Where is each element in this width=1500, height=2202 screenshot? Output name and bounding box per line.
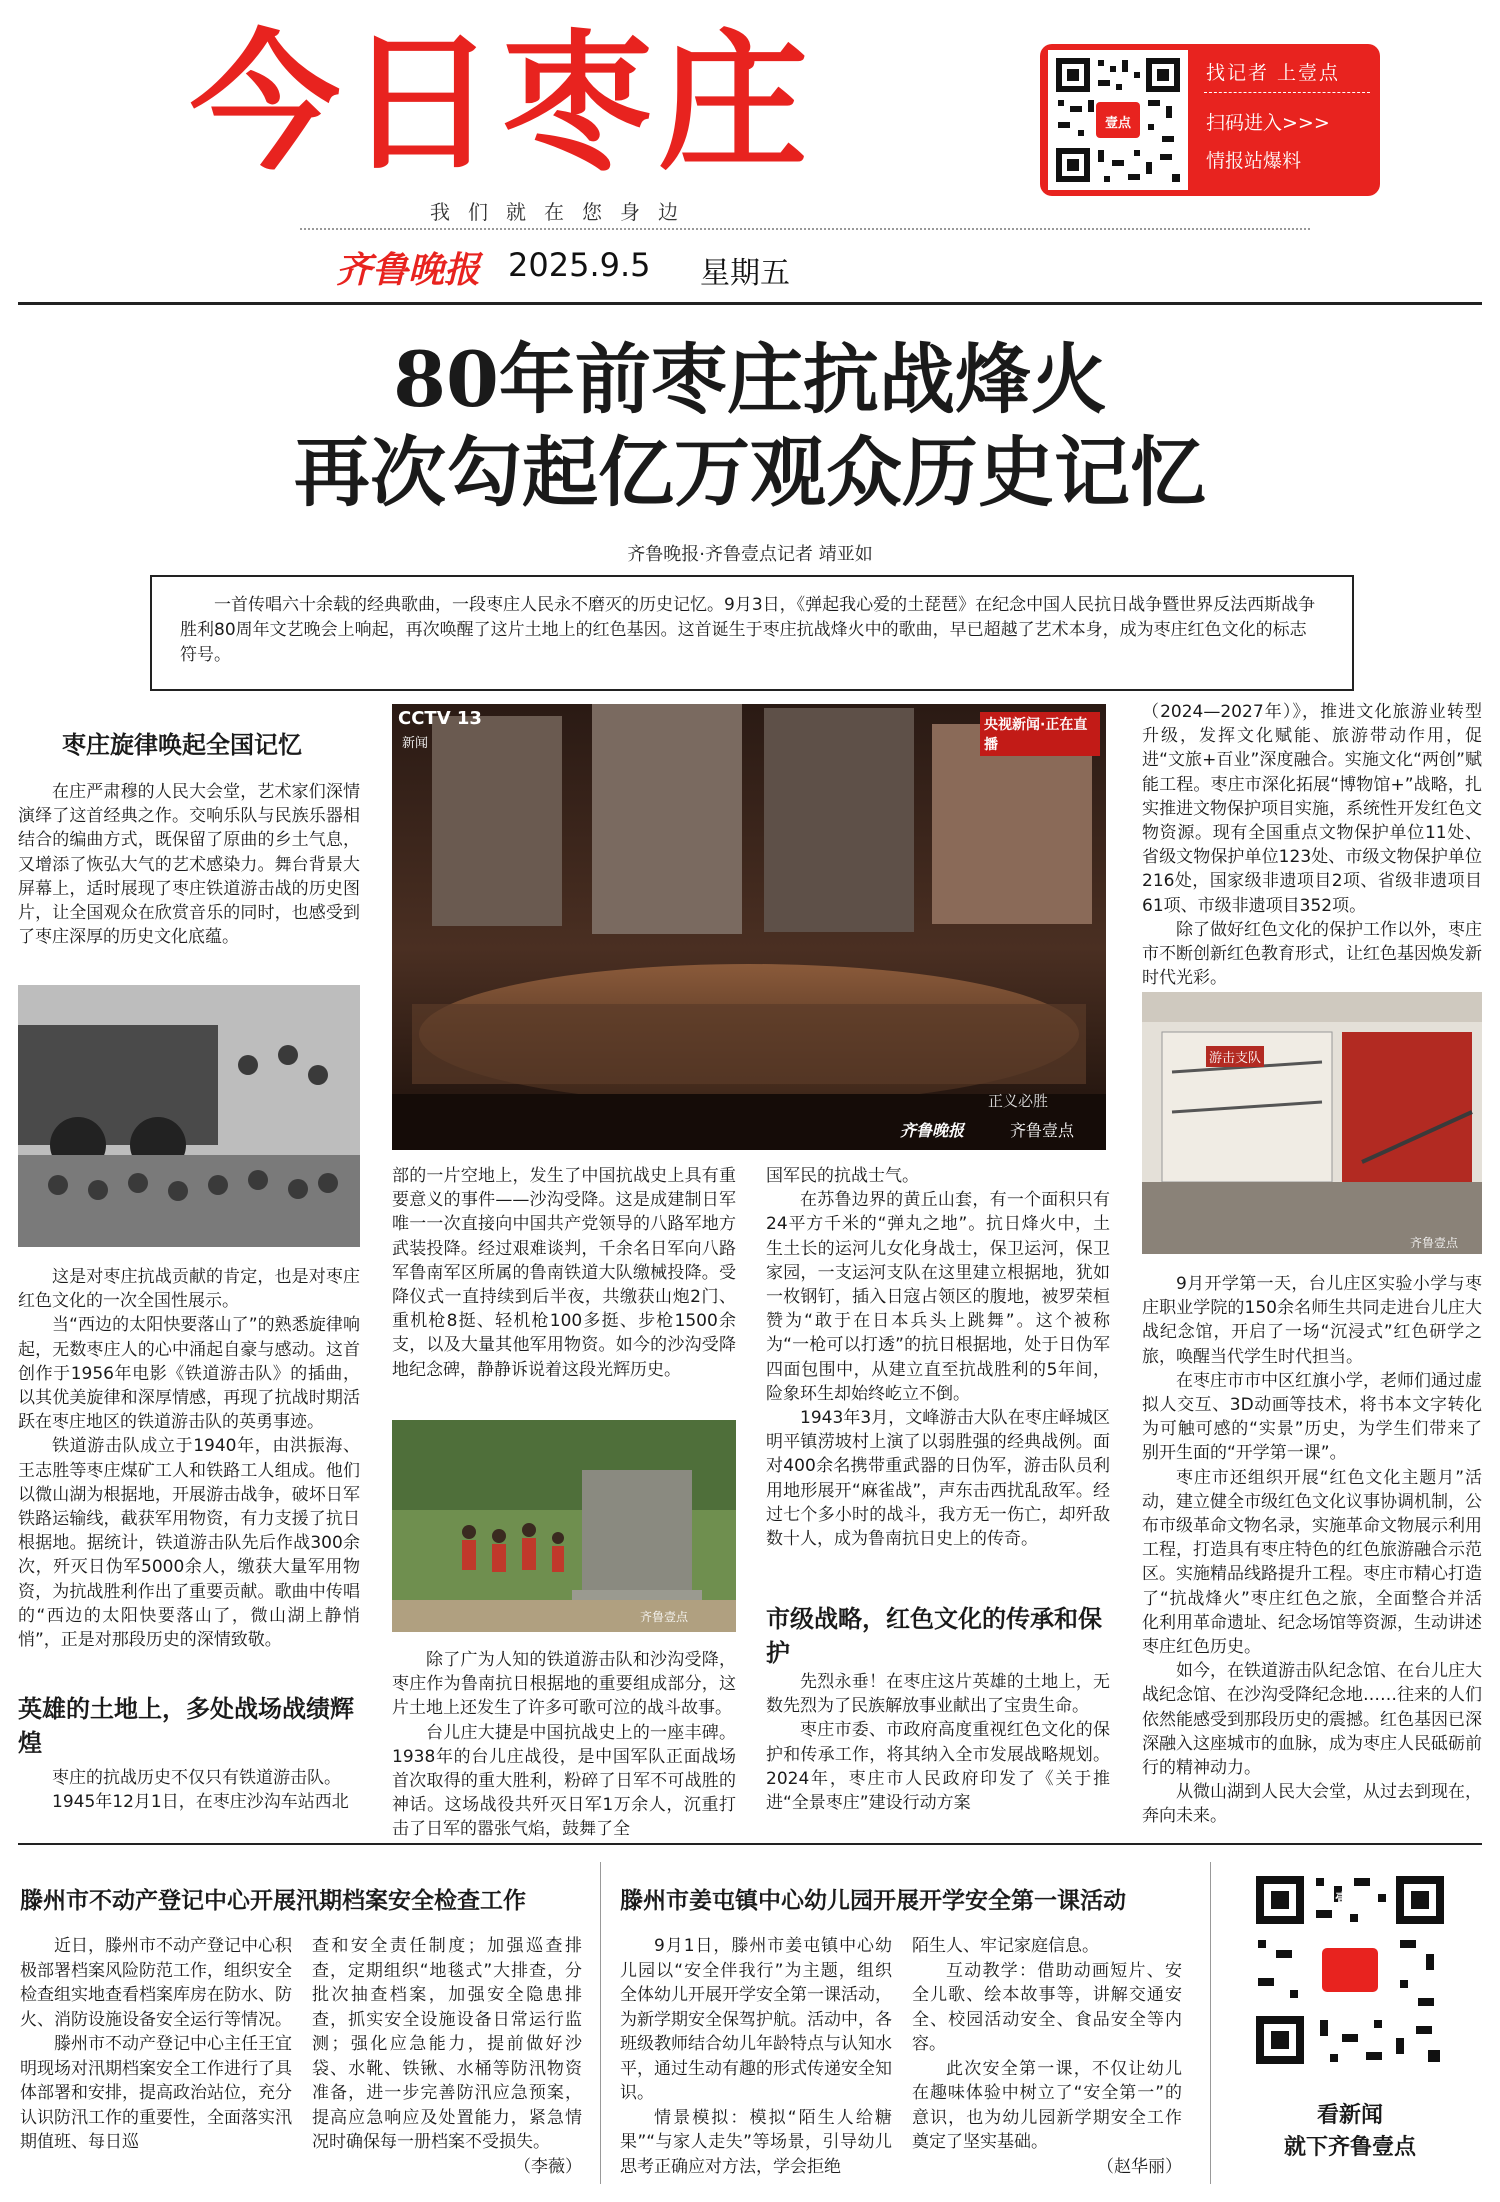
news-2-col-a: [620, 1934, 892, 2179]
column-3-top: [766, 1164, 1110, 1551]
paragraph: 枣庄市委、市政府高度重视红色文化的保护和传承工作，将其纳入全市发展战略规划。2024年，枣庄市人民政府印发了《关于推进“全景枣庄”建设行动方案: [766, 1720, 1110, 1814]
divider: [1210, 1862, 1211, 2184]
watermark: 齐鲁壹点: [1010, 1121, 1075, 1140]
divider: [600, 1862, 601, 2184]
column-1-top: [18, 780, 360, 949]
paragraph: 从微山湖到人民大会堂，从过去到现在，奔向未来。: [1142, 1782, 1482, 1827]
author: （李薇）: [514, 2156, 582, 2177]
news-2-headline: 滕州市姜屯镇中心幼儿园开展开学安全第一课活动: [620, 1887, 1126, 1914]
paragraph: 这是对枣庄抗战贡献的肯定，也是对枣庄红色文化的一次全国性展示。: [18, 1267, 360, 1312]
divider: [300, 228, 1310, 230]
paragraph: 在苏鲁边界的黄丘山套，有一个面积只有24平方千米的“弹丸之地”。抗日烽火中，土生土长的运河儿女化身战士，保卫运河，保卫家园，一支运河支队在这里建立根据地，犹如一枚钢钉，插入日寇占领区的腹地，被罗荣桓赞为“敢于在日本兵头上跳舞”。这个被称为“一枪可以打透”的抗日根据地，处于日伪军四面包围中，从建立直至抗战胜利的5年间，险象环生却始终屹立不倒。: [766, 1190, 1110, 1404]
paragraph: 除了做好红色文化的保护工作以外，枣庄市不断创新红色教育形式，让红色基因焕发新时代光彩。: [1142, 919, 1482, 989]
masthead-slogan: 我们就在您身边: [430, 200, 696, 224]
news-2-col-b: [912, 1934, 1182, 2179]
qr-caption-2: 就下齐鲁壹点: [1283, 2135, 1416, 2160]
paragraph: 除了广为人知的铁道游击队和沙沟受降，枣庄作为鲁南抗日根据地的重要组成部分，这片土地上还发生了许多可歌可泣的战斗故事。: [392, 1650, 736, 1719]
paragraph: 先烈永垂！在枣庄这片英雄的土地上，无数先烈为了民族解放事业献出了宝贵生命。: [766, 1672, 1110, 1717]
column-3-bottom: [766, 1670, 1110, 1815]
subhead: 枣庄旋律唤起全国记忆: [62, 731, 302, 759]
paragraph: 近日，滕州市不动产登记中心积极部署档案风险防范工作，组织安全检查组实地查看档案库房在防水、防火、消防设施设备安全运行等情况。: [20, 1936, 292, 2030]
promo-line-2: 扫码进入>>>: [1206, 112, 1330, 134]
divider: [18, 1843, 1482, 1845]
divider: [1204, 92, 1370, 94]
paragraph: 部的一片空地上，发生了中国抗战史上具有重要意义的事件——沙沟受降。这是成建制日军唯一一次直接向中国共产党领导的八路军地方武装投降。经过艰难谈判，千余名日军向八路军鲁南军区所属的鲁南铁道大队缴械投降。受降仪式一直持续到后半夜，共缴获山炮2门、重机枪8挺、轻机枪100多挺、步枪1500余支，以及大量其他军用物资。如今的沙沟受降地纪念碑，静静诉说着这段光辉历史。: [392, 1166, 736, 1380]
paragraph: 枣庄市还组织开展“红色文化主题月”活动，建立健全市级红色文化议事协调机制，公布市级革命文物名录，实施革命文物展示利用工程，打造具有枣庄特色的红色旅游融合示范区。实施精品线路提升工程。枣庄市精心打造了“抗战烽火”枣庄红色之旅，全面整合并活化利用革命遗址、纪念场馆等资源，生动讲述枣庄红色历史。: [1142, 1467, 1482, 1658]
promo-line-1: 找记者 上壹点: [1206, 62, 1341, 84]
paragraph: 枣庄的抗战历史不仅只有铁道游击队。: [52, 1768, 341, 1788]
paragraph: 情景模拟：模拟“陌生人给糖果”“与家人走失”等场景，引导幼儿思考正确应对方法，学会拒绝: [620, 2107, 892, 2177]
paragraph: 此次安全第一课，不仅让幼儿在趣味体验中树立了“安全第一”的意识，也为幼儿园新学期安全工作奠定了坚实基础。: [912, 2058, 1182, 2152]
paragraph: 1943年3月，文峰游击大队在枣庄峄城区明平镇涝坡村上演了以弱胜强的经典战例。面对400余名携带重武器的日伪军，游击队员利用地形展开“麻雀战”，声东击西扰乱敌军。经过七个多小时的战斗，我方无一伤亡，却歼敌数十人，成为鲁南抗日史上的传奇。: [766, 1408, 1110, 1550]
paragraph: 9月1日，滕州市姜屯镇中心幼儿园以“安全伴我行”为主题，组织全体幼儿开展开学安全第一课活动，为新学期安全保驾护航。活动中，各班级教师结合幼儿年龄特点与认知水平，通过生动有趣的形式传递安全知识。: [620, 1936, 892, 2103]
watermark: 齐鲁晚报: [900, 1121, 965, 1140]
news-1-col-a: [20, 1934, 292, 2155]
news-1-col-b: [312, 1934, 582, 2179]
live-tag: 央视新闻·正在直播: [980, 712, 1100, 756]
headline-line-2: 再次勾起亿万观众历史记忆: [294, 428, 1206, 517]
subhead: 英雄的土地上，多处战场战绩辉煌: [18, 1695, 354, 1757]
paragraph: （2024—2027年）》，推进文化旅游业转型升级，发挥文化赋能、旅游带动作用，促进“文旅+百业”深度融合。实施文化“两创”赋能工程。枣庄市深化拓展“博物馆+”战略，扎实推进文物保护项目实施，系统性开发红色文物资源。现有全国重点文物保护单位11处、省级文物保护单位123处、市级文物保护单位216处，国家级非遗项目2项、省级非遗项目61项、市级非遗项目352项。: [1142, 702, 1482, 916]
museum-banner: 游击支队: [1206, 1046, 1264, 1067]
photo-subtitle: 正义必胜: [988, 1092, 1049, 1110]
brand-logo: 齐鲁晚报: [336, 249, 481, 291]
concert-photo: [392, 704, 1106, 1150]
column-4-bottom: [1142, 1272, 1482, 1829]
author: （赵华丽）: [1097, 2156, 1182, 2177]
news-1-headline: 滕州市不动产登记中心开展汛期档案安全检查工作: [20, 1887, 526, 1914]
masthead-title: 今日枣庄: [190, 15, 815, 191]
paragraph: 台儿庄大捷是中国抗战史上的一座丰碑。1938年的台儿庄战役，是中国军队正面战场首次取得的重大胜利，粉碎了日军不可战胜的神话。这场战役共歼灭日军1万余人，沉重打击了日军的嚣张气焰，鼓舞了全: [392, 1722, 736, 1840]
qr-badge: 壹点: [1334, 1890, 1365, 1908]
paragraph: 国军民的抗战士气。: [766, 1166, 919, 1186]
lead-paragraph: 一首传唱六十余载的经典歌曲，一段枣庄人民永不磨灭的历史记忆。9月3日，《弹起我心爱的土琵琶》在纪念中国人民抗日战争暨世界反法西斯战争胜利80周年文艺晚会上响起，再次唤醒了这片土地上的红色基因。这首诞生于枣庄抗战烽火中的歌曲，早已超越了艺术本身，成为枣庄红色文化的标志符号。: [180, 595, 1316, 665]
column-1-bottom: [18, 1265, 360, 1652]
paragraph: 如今，在铁道游击队纪念馆、在台儿庄大战纪念馆、在沙沟受降纪念地……往来的人们依然能感受到那段历史的震撼。红色基因已深深融入这座城市的血脉，成为枣庄人民砥砺前行的精神动力。: [1142, 1661, 1482, 1779]
column-4-top: [1142, 700, 1482, 990]
qr-badge: 壹点: [1104, 116, 1131, 131]
column-2-bottom: [392, 1648, 736, 1842]
tv-logo: CCTV 13: [398, 708, 482, 729]
paragraph: 查和安全责任制度；加强巡查排查，定期组织“地毯式”大排查，分批次抽查档案，加强安全隐患排查，抓实安全设施设备日常运行监测；强化应急能力，提前做好沙袋、水靴、铁锹、水桶等防汛物资准备，进一步完善防汛应急预案，提高应急响应及处置能力，紧急情况时确保每一册档案不受损失。: [312, 1936, 582, 2152]
column-2-top: [392, 1164, 736, 1382]
history-photo-train: [18, 985, 360, 1247]
paragraph: 当“西边的太阳快要落山了”的熟悉旋律响起，无数枣庄人的心中涌起自豪与感动。这首创作于1956年电影《铁道游击队》的插曲，以其优美旋律和深厚情感，再现了抗战时期活跃在枣庄地区的铁道游击队的英勇事迹。: [18, 1315, 360, 1433]
paragraph: 1945年12月1日，在枣庄沙沟车站西北: [52, 1792, 349, 1813]
paragraph: 在庄严肃穆的人民大会堂，艺术家们深情演绎了这首经典之作。交响乐队与民族乐器相结合的编曲方式，既保留了原曲的乡土气息，又增添了恢弘大气的艺术感染力。舞台背景大屏幕上，适时展现了枣庄铁道游击战的历史图片，让全国观众在欣赏音乐的同时，也感受到了枣庄深厚的历史文化底蕴。: [18, 782, 360, 948]
qr-caption-1: 看新闻: [1316, 2103, 1383, 2128]
promo-line-3: 情报站爆料: [1206, 150, 1302, 172]
issue-weekday: 星期五: [700, 256, 790, 291]
byline: 齐鲁晚报·齐鲁壹点记者 靖亚如: [627, 544, 873, 565]
divider: [18, 302, 1482, 305]
paragraph: 陌生人、牢记家庭信息。: [912, 1936, 1099, 1956]
tv-logo-sub: 新闻: [402, 736, 429, 751]
column-1-end: [18, 1766, 360, 1814]
paragraph: 9月开学第一天，台儿庄区实验小学与枣庄职业学院的150余名师生共同走进台儿庄大战纪念馆，开启了一场“沉浸式”红色研学之旅，唤醒当代学生时代担当。: [1142, 1274, 1482, 1367]
headline-line-1: 80年前枣庄抗战烽火: [393, 335, 1107, 424]
paragraph: 互动教学：借助动画短片、安全儿歌、绘本故事等，讲解交通安全、校园活动安全、食品安全等内容。: [912, 1960, 1182, 2054]
subhead: 市级战略，红色文化的传承和保护: [766, 1605, 1102, 1667]
paragraph: 在枣庄市市中区红旗小学，老师们通过虚拟人交互、3D动画等技术，将书本文字转化为可触可感的“实景”历史，为学生们带来了别开生面的“开学第一课”。: [1142, 1370, 1482, 1464]
paragraph: 铁道游击队成立于1940年，由洪振海、王志胜等枣庄煤矿工人和铁路工人组成。他们以微山湖为根据地，开展游击战争，破坏日军铁路运输线，截获军用物资，有力支援了抗日根据地。据统计，铁道游击队先后作战300余次，歼灭日伪军5000余人，缴获大量军用物资，为抗战胜利作出了重要贡献。歌曲中传唱的“西边的太阳快要落山了，微山湖上静悄悄”，正是对那段历史的深情致敬。: [18, 1436, 360, 1651]
issue-date: 2025.9.5: [508, 246, 651, 284]
paragraph: 滕州市不动产登记中心主任王宜明现场对汛期档案安全工作进行了具体部署和安排，提高政治站位，充分认识防汛工作的重要性，全面落实汛期值班、每日巡: [20, 2034, 292, 2152]
watermark: 齐鲁壹点: [640, 1610, 689, 1624]
monument-photo: [392, 1420, 736, 1632]
museum-photo: [1142, 992, 1482, 1254]
watermark: 齐鲁壹点: [1410, 1236, 1459, 1250]
